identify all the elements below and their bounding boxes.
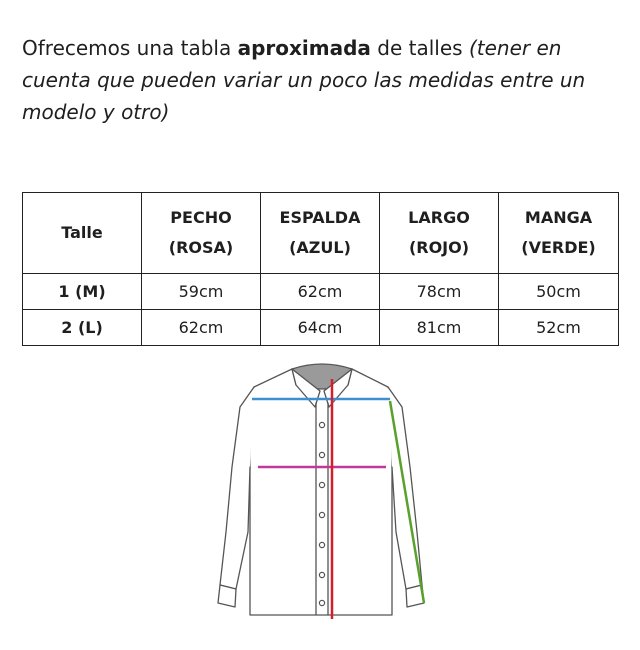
cell-pecho: 62cm (142, 310, 261, 346)
shirt-button (319, 422, 324, 427)
header-largo: LARGO (ROJO) (380, 193, 499, 274)
shirt-body (250, 369, 392, 615)
shirt-measurement-diagram (212, 357, 442, 627)
cell-largo: 78cm (380, 274, 499, 310)
intro-bold-text: aproximada (237, 36, 371, 60)
cell-manga: 52cm (499, 310, 619, 346)
size-table-header-row (23, 193, 619, 274)
intro-text-mid: de talles (370, 36, 469, 60)
left-sleeve (220, 387, 254, 589)
shirt-button (319, 572, 324, 577)
cell-espalda: 62cm (261, 274, 380, 310)
header-talle: Talle (23, 193, 142, 274)
table-row (23, 310, 619, 346)
shirt-button (319, 600, 324, 605)
left-cuff (218, 585, 236, 607)
size-table (22, 192, 619, 346)
cell-pecho: 59cm (142, 274, 261, 310)
intro-text: Ofrecemos una tabla (22, 36, 238, 60)
intro-paragraph (22, 32, 622, 128)
header-pecho: PECHO (ROSA) (142, 193, 261, 274)
header-manga: MANGA (VERDE) (499, 193, 619, 274)
header-espalda: ESPALDA (AZUL) (261, 193, 380, 274)
cell-manga: 50cm (499, 274, 619, 310)
shirt-button (319, 452, 324, 457)
table-row (23, 274, 619, 310)
cell-largo: 81cm (380, 310, 499, 346)
shirt-button (319, 512, 324, 517)
row-size-label: 1 (M) (23, 274, 142, 310)
intro-italic-note: (tener en cuenta que pueden variar un poco las medidas entre un modelo y otro) (22, 36, 586, 124)
cell-espalda: 64cm (261, 310, 380, 346)
shirt-button (319, 482, 324, 487)
row-size-label: 2 (L) (23, 310, 142, 346)
shirt-button (319, 542, 324, 547)
